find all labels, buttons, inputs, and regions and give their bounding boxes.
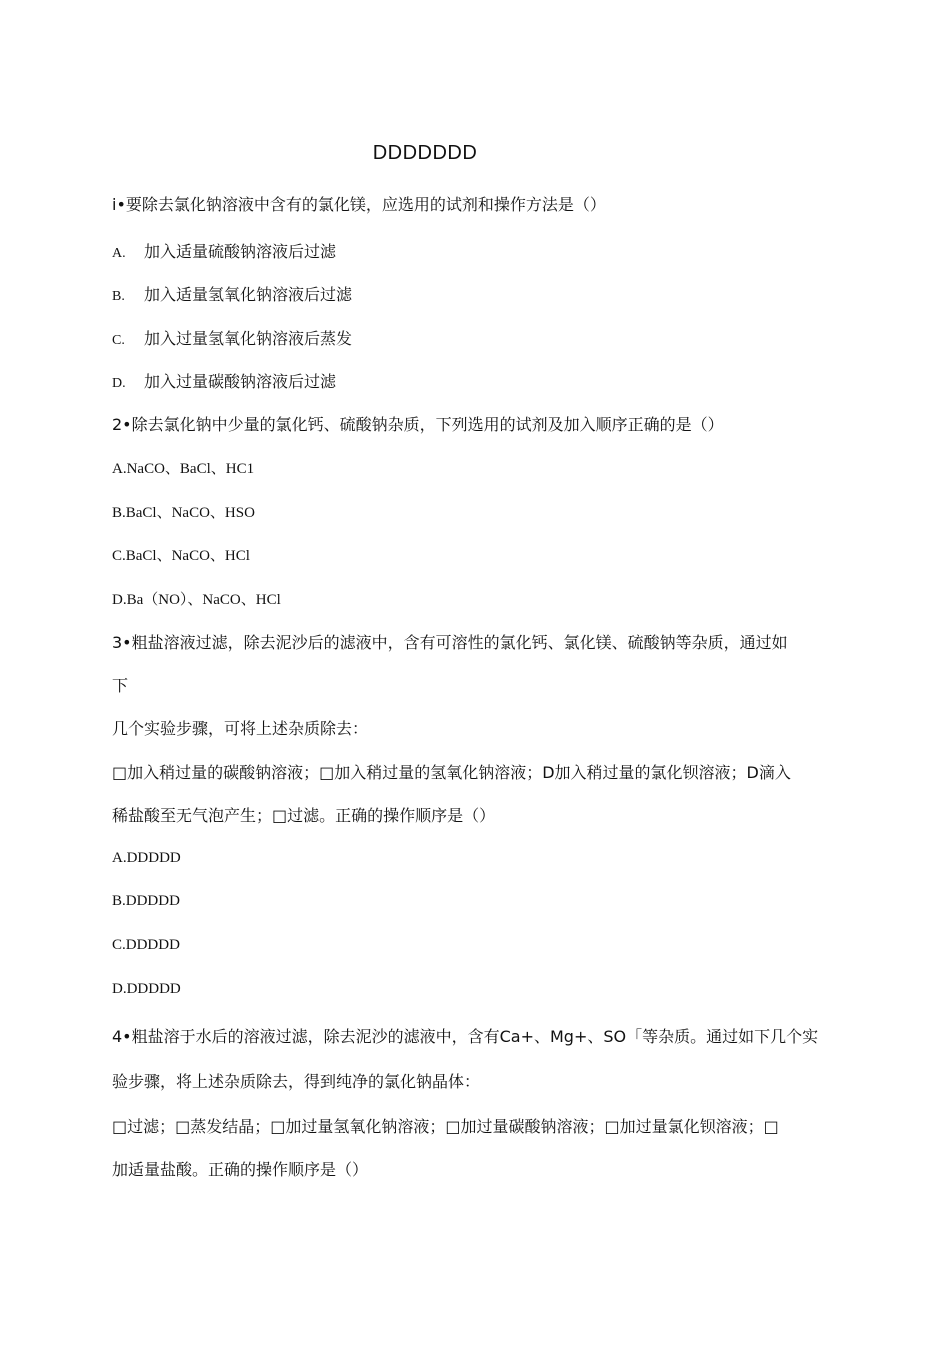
question-3-stem-line-2: 下 [112,676,129,695]
question-3-stem-line-3: 几个实验步骤，可将上述杂质除去： [112,719,369,738]
question-3-option-b: B.DDDDD [112,893,180,909]
question-2-option-d: D.Ba（NO）、NaCO、HCl [112,592,281,608]
question-3-steps-line-1: □加入稍过量的碳酸钠溶液；□加入稍过量的氢氧化钠溶液；D加入稍过量的氯化钡溶液；D滴入 [112,763,791,782]
question-1-option-c [112,329,352,351]
question-2-option-a: A.NaCO、BaCl、HC1 [112,461,255,477]
question-3-steps-line-2: 稀盐酸至无气泡产生；□过滤。正确的操作顺序是（） [112,806,496,825]
option-text: 加入过量氢氧化钠溶液后蒸发 [144,329,353,348]
question-4-stem-line-1: 4•粗盐溶于水后的溶液过滤，除去泥沙的滤液中，含有Ca+、Mg+、SO「等杂质。通过如下几个实 [112,1027,819,1046]
question-2-option-c: C.BaCl、NaCO、HCl [112,548,250,564]
question-1-option-a [112,242,336,264]
question-3-stem-line-1: 3•粗盐溶液过滤，除去泥沙后的滤液中，含有可溶性的氯化钙、氯化镁、硫酸钠等杂质，通过如 [112,633,788,652]
question-1-option-b [112,285,352,307]
option-text: 加入过量碳酸钠溶液后过滤 [144,372,337,391]
question-3-option-c: C.DDDDD [112,937,180,953]
question-2-option-b: B.BaCl、NaCO、HSO [112,505,255,521]
question-4-stem-line-2: 验步骤，将上述杂质除去，得到纯净的氯化钠晶体： [112,1072,481,1091]
question-1-stem: i•要除去氯化钠溶液中含有的氯化镁，应选用的试剂和操作方法是（） [112,195,606,214]
option-text: 加入适量氢氧化钠溶液后过滤 [144,285,353,304]
option-letter: A. [112,246,126,261]
question-4-steps-line-2: 加适量盐酸。正确的操作顺序是（） [112,1160,369,1179]
option-letter: B. [112,289,125,304]
question-2-stem: 2•除去氯化钠中少量的氯化钙、硫酸钠杂质，下列选用的试剂及加入顺序正确的是（） [112,415,724,434]
question-4-steps-line-1: □过滤；□蒸发结晶；□加过量氢氧化钠溶液；□加过量碳酸钠溶液；□加过量氯化钡溶液；□ [112,1117,779,1136]
option-text: 加入适量硫酸钠溶液后过滤 [144,242,337,261]
option-letter: D. [112,376,126,391]
page-title: DDDDDDD [372,142,478,164]
option-letter: C. [112,333,125,348]
question-3-option-d: D.DDDDD [112,981,181,997]
question-3-option-a: A.DDDDD [112,850,181,866]
question-1-option-d [112,372,336,394]
